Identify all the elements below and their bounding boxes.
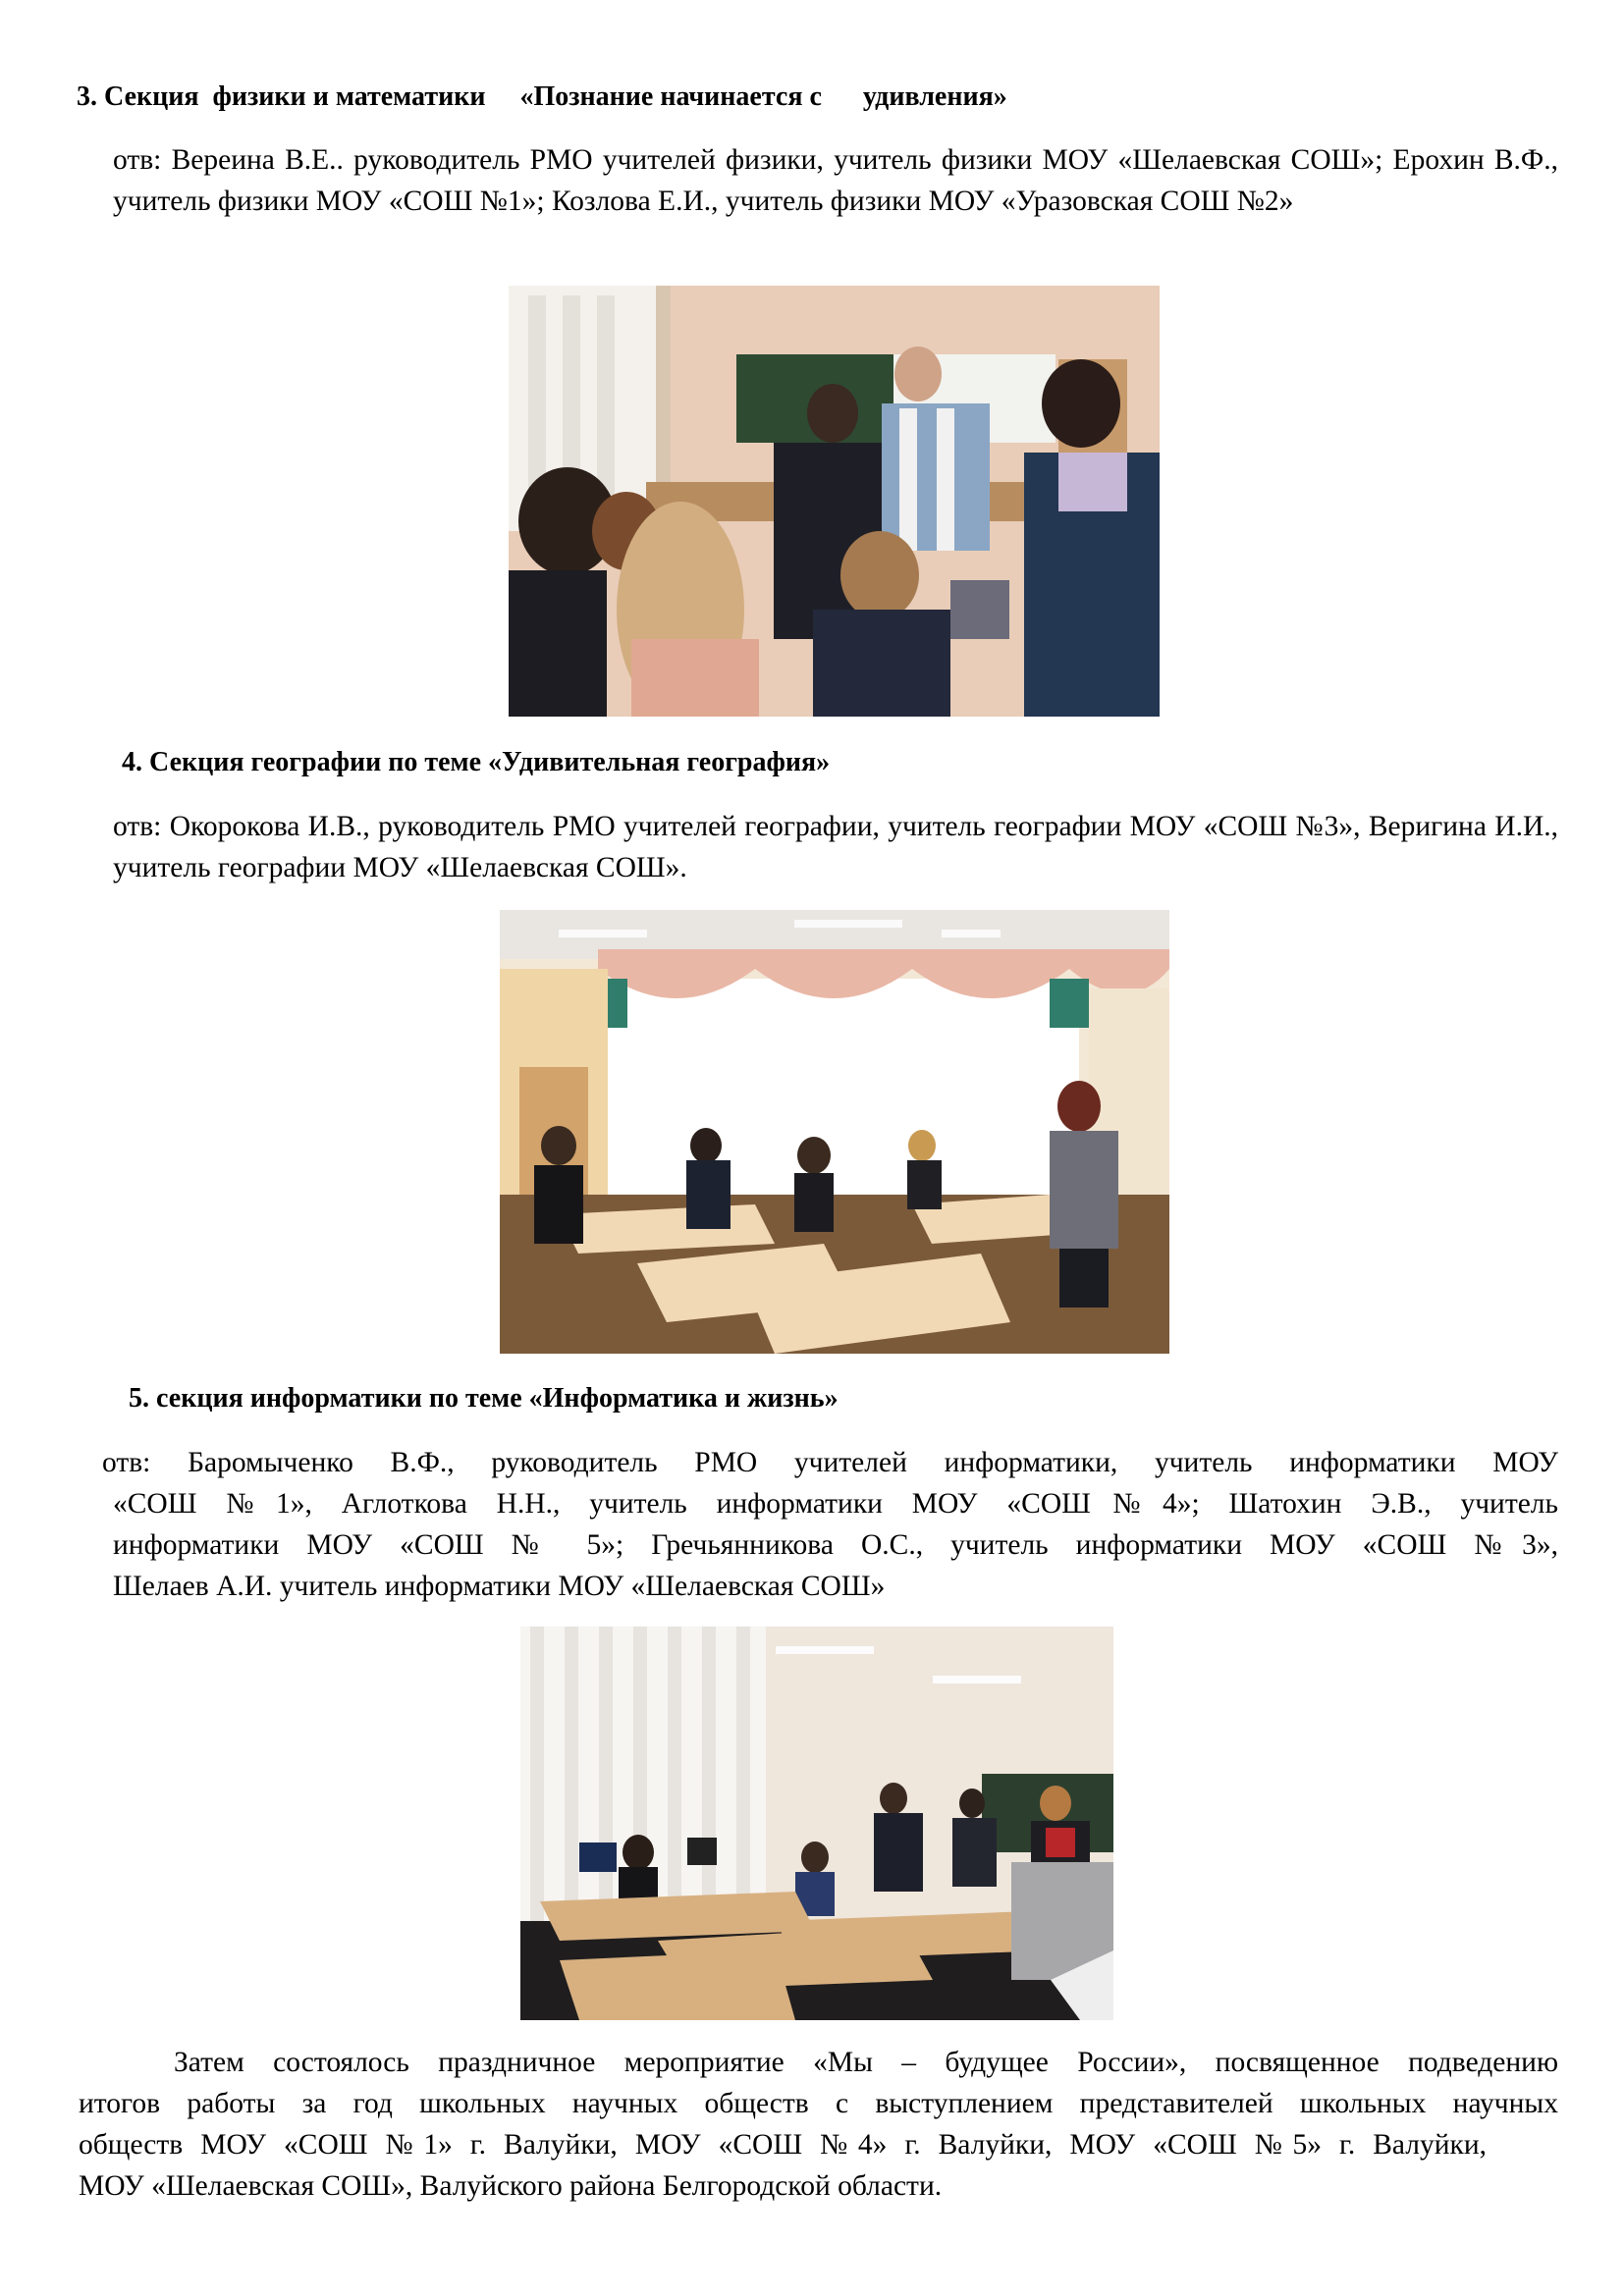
photo-physics-section xyxy=(509,286,1160,717)
section-3-responsible: отв: Вереина В.Е.. руководитель РМО учителей физики, учитель физики МОУ «Шелаевская СОШ»; Ерохин В.Ф., учитель физики МОУ «СОШ №1»; Козлова Е.И., учитель физики МОУ «Уразовская СОШ №2» xyxy=(113,144,1558,217)
photo-geography-section xyxy=(500,910,1169,1354)
section-5-responsible-line-1: отв: Баромыченко В.Ф., руководитель РМО учителей информатики, учитель информатики МОУ xyxy=(102,1447,1558,1478)
closing-line-2: итогов работы за год школьных научных обществ с выступлением представителей школьных научных xyxy=(79,2088,1558,2119)
photo-informatics-section xyxy=(520,1627,1113,2020)
closing-line-1: Затем состоялось праздничное мероприятие «Мы – будущее России», посвященное подведению xyxy=(174,2047,1558,2078)
section-4-heading: 4. Секция географии по теме «Удивительная география» xyxy=(122,747,831,777)
section-5-heading: 5. секция информатики по теме «Информатика и жизнь» xyxy=(129,1383,839,1414)
closing-line-4: МОУ «Шелаевская СОШ», Валуйского района Белгородской области. xyxy=(79,2170,943,2202)
section-4-responsible: отв: Окорокова И.В., руководитель РМО учителей географии, учитель географии МОУ «СОШ №3», Веригина И.И., учитель географии МОУ «Шелаевская СОШ». xyxy=(113,811,1558,883)
closing-line-3: обществ МОУ «СОШ №1» г. Валуйки, МОУ «СОШ №4» г. Валуйки, МОУ «СОШ №5» г. Валуйки, xyxy=(79,2129,1487,2161)
section-5-responsible-line-2: «СОШ №1», Аглоткова Н.Н., учитель информатики МОУ «СОШ№4»; Шатохин Э.В., учитель xyxy=(113,1488,1558,1520)
section-5-responsible-line-4: Шелаев А.И. учитель информатики МОУ «Шелаевская СОШ» xyxy=(113,1571,886,1602)
section-3-heading: 3. Секция физики и математики «Познание начинается с удивления» xyxy=(77,81,1007,112)
section-5-responsible-line-3: информатики МОУ «СОШ № 5»; Гречьянникова О.С., учитель информатики МОУ «СОШ №3», xyxy=(113,1529,1558,1561)
